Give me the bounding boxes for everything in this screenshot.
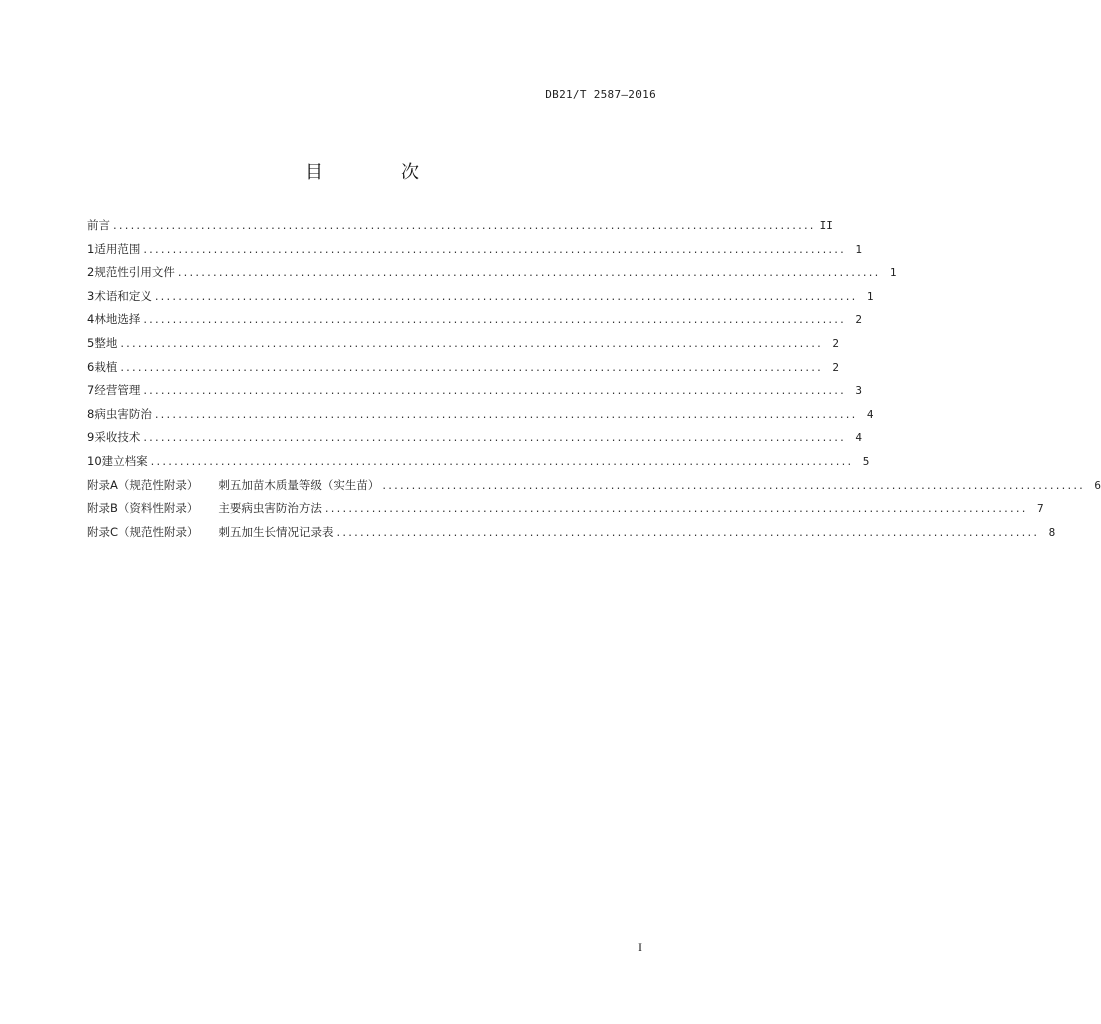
- toc-entry-page: 7: [1036, 502, 1044, 516]
- page-title: 目 次: [305, 162, 449, 183]
- toc-leader-dots: ........................................................................................................................: [143, 383, 846, 398]
- toc-leader-dots: ........................................................................................................................: [154, 406, 858, 421]
- toc-entry-label: 附录B（资料性附录）: [87, 501, 199, 516]
- toc-entry-4[interactable]: [87, 311, 862, 335]
- toc-entry-page: 4: [866, 407, 874, 421]
- toc-entry-page: 2: [832, 336, 839, 350]
- toc-entry-label: 栽植: [94, 359, 118, 374]
- toc-entry-number: 7: [87, 383, 95, 398]
- toc-entry-subtitle: 刺五加苗木质量等级（实生苗）: [218, 477, 380, 492]
- toc-entry-2[interactable]: [87, 264, 897, 288]
- toc-leader-dots: ........................................................................................................................: [324, 501, 1028, 516]
- toc-leader-dots: ........................................................................................................................: [150, 453, 854, 468]
- page-number: I: [638, 940, 642, 954]
- toc-entry-foreword[interactable]: [87, 217, 833, 241]
- toc-entry-appendix-c[interactable]: [87, 524, 1056, 548]
- toc-entry-page: II: [819, 219, 833, 232]
- toc-entry-page: 5: [862, 454, 870, 468]
- toc-entry-6[interactable]: [87, 359, 839, 383]
- toc-entry-9[interactable]: [87, 429, 862, 453]
- toc-entry-number: 6: [87, 359, 95, 374]
- toc-entry-label: 建立档案: [101, 453, 148, 468]
- toc-leader-dots: ........................................................................................................................: [120, 335, 823, 350]
- table-of-contents: [87, 217, 1101, 547]
- toc-entry-8[interactable]: [87, 406, 874, 430]
- toc-entry-label: 病虫害防治: [94, 406, 152, 421]
- toc-leader-dots: ........................................................................................................................: [382, 477, 1086, 492]
- toc-entry-subtitle: 刺五加生长情况记录表: [218, 524, 334, 539]
- toc-entry-label: 经营管理: [94, 383, 141, 398]
- toc-entry-label: 林地选择: [94, 312, 141, 327]
- toc-entry-page: 4: [855, 431, 862, 445]
- toc-entry-number: 10: [87, 453, 102, 468]
- toc-entry-page: 1: [889, 266, 897, 280]
- toc-entry-page: 1: [855, 242, 862, 256]
- toc-entry-10[interactable]: [87, 453, 870, 477]
- toc-entry-number: 2: [87, 265, 95, 280]
- toc-leader-dots: ........................................................................................................................: [336, 524, 1040, 539]
- toc-entry-number: 4: [87, 312, 95, 327]
- toc-leader-dots: ........................................................................................................................: [113, 218, 816, 232]
- toc-entry-page: 1: [866, 289, 874, 303]
- toc-entry-5[interactable]: [87, 335, 839, 359]
- toc-entry-number: 1: [87, 241, 95, 256]
- toc-entry-page: 2: [832, 360, 839, 374]
- toc-entry-label: 规范性引用文件: [94, 265, 175, 280]
- toc-leader-dots: ........................................................................................................................: [154, 288, 858, 303]
- toc-entry-3[interactable]: [87, 288, 874, 312]
- toc-entry-subtitle: 主要病虫害防治方法: [218, 501, 322, 516]
- toc-entry-label: 附录A（规范性附录）: [87, 477, 199, 492]
- toc-entry-number: 9: [87, 430, 95, 445]
- toc-entry-label: 术语和定义: [94, 288, 152, 303]
- toc-entry-number: 3: [87, 288, 95, 303]
- toc-leader-dots: ........................................................................................................................: [177, 265, 881, 280]
- toc-leader-dots: ........................................................................................................................: [143, 312, 846, 327]
- document-code: DB21/T 2587—2016: [545, 88, 656, 101]
- toc-leader-dots: ........................................................................................................................: [143, 430, 846, 445]
- toc-leader-dots: ........................................................................................................................: [120, 359, 823, 374]
- toc-entry-label: 整地: [94, 335, 118, 350]
- toc-entry-number: 8: [87, 406, 95, 421]
- toc-entry-appendix-a[interactable]: [87, 477, 1101, 501]
- toc-entry-number: 5: [87, 335, 95, 350]
- toc-entry-label: 前言: [87, 218, 110, 232]
- toc-entry-label: 适用范围: [94, 241, 141, 256]
- toc-entry-appendix-b[interactable]: [87, 500, 1044, 524]
- toc-entry-page: 6: [1094, 478, 1101, 492]
- toc-entry-page: 8: [1048, 525, 1056, 539]
- toc-leader-dots: ........................................................................................................................: [143, 241, 846, 256]
- toc-entry-1[interactable]: [87, 241, 862, 265]
- toc-entry-page: 2: [855, 313, 862, 327]
- toc-entry-label: 附录C（规范性附录）: [87, 524, 199, 539]
- toc-entry-7[interactable]: [87, 382, 862, 406]
- toc-entry-label: 采收技术: [94, 430, 141, 445]
- toc-entry-page: 3: [855, 384, 862, 398]
